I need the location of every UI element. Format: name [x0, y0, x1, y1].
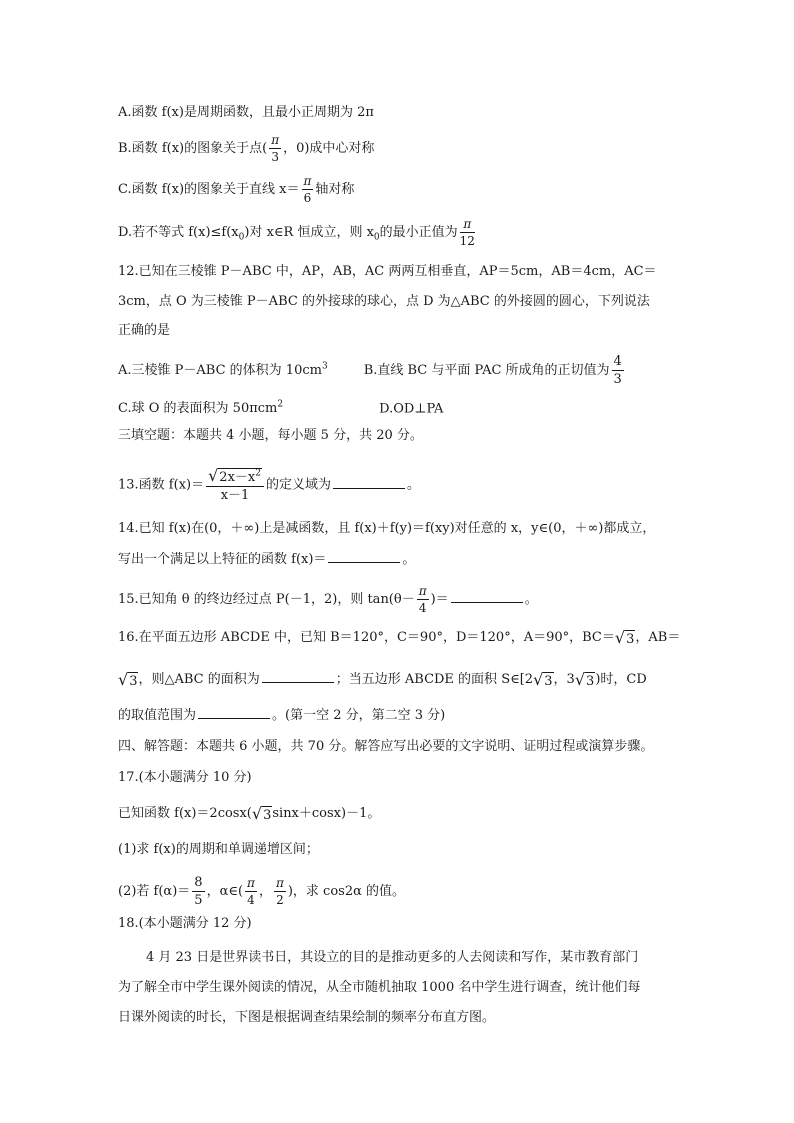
q17-title: 17.(本小题满分 10 分) — [118, 770, 252, 785]
q12-option-a: A.三棱锥 P－ABC 的体积为 $10cm^3$ — [118, 361, 328, 378]
q12-option-b: B.直线 BC 与平面 PAC 所成角的正切值为 $\frac{4}{3}$ — [363, 354, 622, 387]
q15: 15.已知角 θ 的终边经过点 P(－1，2)，则 tan(θ－ $\frac{\pi}{4}$ )＝ 。 — [118, 584, 538, 615]
sqrt: √3 — [118, 669, 138, 689]
fraction: $\frac{\pi}{12}$ — [459, 217, 475, 248]
answer-blank — [198, 706, 270, 719]
q14-line-1: 14.已知 f(x)在(0，＋∞)上是减函数，且 f(x)＋f(y)＝f(xy)对任意的 x，y∈(0，＋∞)都成立， — [118, 521, 656, 536]
answer-blank — [262, 670, 334, 683]
q18-title: 18.(本小题满分 12 分) — [118, 916, 252, 931]
q17-part-2: (2)若 f(α)＝ $\frac{8}{5}$ ，α∈( $\frac{\pi}{4}$ ， $\frac{\pi}{2}$ )，求 cos2α 的值。 — [118, 875, 406, 908]
q11-option-d: D.若不等式 $f(x)\le f(x_0)$对 x∈R 恒成立，则 $x_0$的最小正值为 $\frac{\pi}{12}$ — [118, 217, 475, 248]
q12-line-2: 3cm，点 O 为三棱锥 P－ABC 的外接球的球心，点 D 为△ABC 的外接圆的圆心，下列说法 — [118, 294, 650, 309]
q18-line-1: 4 月 23 日是世界读书日，其设立的目的是推动更多的人去阅读和写作，某市教育部门 — [146, 950, 639, 965]
sqrt: √3 — [614, 627, 635, 647]
answer-blank — [333, 476, 405, 489]
fraction: $\frac{√2x-x^2}{x-1}$ — [206, 468, 264, 502]
q18-line-2: 为了解全市中学生课外阅读的情况，从全市随机抽取 1000 名中学生进行调查，统计他们每 — [118, 980, 641, 995]
q14-line-2: 写出一个满足以上特征的函数 f(x)＝ 。 — [118, 552, 416, 567]
q12-options-cd — [118, 395, 443, 419]
fraction: $\frac{8}{5}$ — [194, 875, 203, 908]
q12-line-1: 12.已知在三棱锥 P－ABC 中，AP，AB，AC 两两互相垂直，AP＝5cm，AB＝4cm，AC＝ — [118, 264, 657, 279]
fraction: $\frac{\pi}{4}$ — [418, 584, 427, 615]
fraction: $\frac{\pi}{6}$ — [303, 174, 312, 205]
sqrt: √3 — [251, 803, 272, 823]
q11-option-a: A.函数 f(x)是周期函数，且最小正周期为 2π — [118, 105, 374, 120]
fraction: $\frac{\pi}{4}$ — [247, 876, 255, 907]
q12-option-d: D.OD⊥PA — [379, 401, 444, 417]
q16-line-2: √3，则△ABC 的面积为 ；当五边形 ABCDE 的面积 S∈[2√3，3√3)时，CD — [118, 669, 647, 689]
answer-blank — [451, 590, 523, 603]
q18-line-3: 日课外阅读的时长，下图是根据调查结果绘制的频率分布直方图。 — [118, 1010, 496, 1025]
q12-option-c: C.球 O 的表面积为 50πcm$^2$ — [118, 400, 284, 417]
q12-options-ab — [118, 355, 626, 386]
q11-option-b: B.函数 f(x)的图象关于点( $\frac{\pi}{3}$ ，0)成中心对称 — [118, 133, 375, 164]
q16-line-1: 16.在平面五边形 ABCDE 中，已知 B＝120°，C＝90°，D＝120°，A＝90°，BC＝√3，AB＝ — [118, 627, 681, 647]
q11-option-c: C.函数 f(x)的图象关于直线 x＝ $\frac{\pi}{6}$ 轴对称 — [118, 174, 355, 205]
q13: 13.函数 f(x)＝ $\frac{√2x-x^2}{x-1}$ 的定义域为 。 — [118, 466, 420, 503]
q16-line-3: 的取值范围为 。(第一空 2 分，第二空 3 分) — [118, 708, 446, 723]
sqrt: √3 — [574, 669, 595, 689]
fraction: $\frac{\pi}{2}$ — [275, 876, 284, 907]
section-4-heading: 四、解答题：本题共 6 小题，共 70 分。解答应写出必要的文字说明、证明过程或演算步骤。 — [118, 739, 654, 754]
fraction: $\frac{4}{3}$ — [613, 354, 622, 387]
q12-line-3: 正确的是 — [118, 323, 171, 338]
sqrt: $√2x-x^2$ — [208, 466, 261, 485]
sqrt: √3 — [533, 669, 553, 689]
answer-blank — [328, 550, 400, 563]
q17-given: 已知函数 f(x)＝2cosx(√3sinx＋cosx)－1。 — [118, 803, 381, 823]
fraction: $\frac{\pi}{3}$ — [271, 133, 280, 164]
q17-part-1: (1)求 f(x)的周期和单调递增区间； — [118, 842, 319, 857]
section-3-heading: 三填空题：本题共 4 小题，每小题 5 分，共 20 分。 — [118, 428, 423, 443]
